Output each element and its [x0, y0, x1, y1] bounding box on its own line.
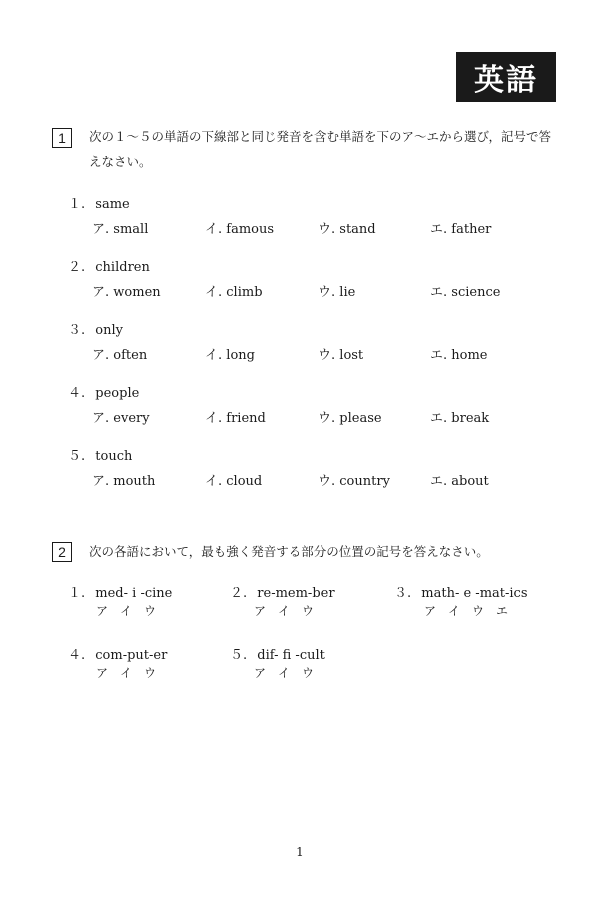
q1-item-1-option-b-mark: イ.: [205, 222, 223, 237]
q1-item-5-option-a-mark: ア.: [92, 474, 110, 489]
q2-item-1-kana: ア イ ウ: [96, 604, 157, 618]
q1-item-5-option-d-mark: エ.: [430, 474, 448, 489]
q1-item-3-option-a-mark: ア.: [92, 348, 110, 363]
q1-item-2-option-b-word: climb: [226, 285, 263, 300]
q1-item-2-option-c-mark: ウ.: [318, 285, 336, 300]
q1-item-2-option-b-mark: イ.: [205, 285, 223, 300]
q1-item-4-option-c-word: please: [339, 411, 382, 426]
question-2-instruction: 次の各語において，最も強く発音する部分の位置の記号を答えなさい。: [89, 544, 489, 559]
q2-item-5: [230, 644, 325, 663]
q1-item-4: [68, 382, 139, 401]
q1-item-4-option-d-mark: エ.: [430, 411, 448, 426]
q1-item-5: [68, 445, 132, 464]
q1-item-4-option-b-mark: イ.: [205, 411, 223, 426]
q2-item-5-label: ５.: [230, 648, 248, 663]
q1-item-5-option-a-word: mouth: [113, 474, 156, 489]
q1-item-3-option-c-word: lost: [339, 348, 364, 363]
q2-item-2-kana: ア イ ウ: [254, 604, 315, 618]
q1-item-4-option-a-word: every: [113, 411, 150, 426]
q2-item-5-word: dif- fi -cult: [257, 648, 325, 663]
q2-item-1-label: １.: [68, 586, 86, 601]
q1-item-1-option-a-word: small: [113, 222, 149, 237]
q1-item-1-option-a-mark: ア.: [92, 222, 110, 237]
q1-item-3-label: ３.: [68, 323, 86, 338]
question-1-instruction-line1: 次の１～５の単語の下線部と同じ発音を含む単語を下のア～エから選び，記号で答: [89, 129, 552, 144]
q2-item-2: [230, 582, 335, 601]
q1-item-4-word: people: [95, 386, 140, 401]
q2-item-4-word: com-put-er: [95, 648, 168, 663]
q2-item-4-label: ４.: [68, 648, 86, 663]
q1-item-1-option-d-mark: エ.: [430, 222, 448, 237]
q1-item-1: [68, 193, 130, 212]
q1-item-3-word: only: [95, 323, 123, 338]
q1-item-1-word: same: [95, 197, 130, 212]
q1-item-1-option-d-word: father: [451, 222, 492, 237]
subject-title: 英語: [456, 52, 556, 102]
question-1-number: 1: [52, 128, 72, 148]
q2-item-4-kana: ア イ ウ: [96, 666, 157, 680]
q2-item-5-kana: ア イ ウ: [254, 666, 315, 680]
q1-item-5-option-b-word: cloud: [226, 474, 263, 489]
q1-item-3-option-b-mark: イ.: [205, 348, 223, 363]
q1-item-2-option-a-mark: ア.: [92, 285, 110, 300]
q2-item-3: [394, 582, 528, 601]
q1-item-2-label: ２.: [68, 260, 86, 275]
q1-item-5-label: ５.: [68, 449, 86, 464]
q2-item-3-kana: ア イ ウ エ: [424, 604, 509, 618]
q1-item-2-option-a-word: women: [113, 285, 161, 300]
q1-item-4-option-b-word: friend: [226, 411, 266, 426]
q1-item-4-option-d-word: break: [451, 411, 490, 426]
q1-item-3-option-a-word: often: [113, 348, 148, 363]
question-1-instruction: [89, 124, 551, 174]
q1-item-1-label: １.: [68, 197, 86, 212]
q2-item-4: [68, 644, 167, 663]
q1-item-3-option-c-mark: ウ.: [318, 348, 336, 363]
q1-item-5-word: touch: [95, 449, 133, 464]
q1-item-2-word: children: [95, 260, 150, 275]
q1-item-1-option-c-mark: ウ.: [318, 222, 336, 237]
q1-item-5-option-b-mark: イ.: [205, 474, 223, 489]
q1-item-4-option-c-mark: ウ.: [318, 411, 336, 426]
q1-item-1-option-c-word: stand: [339, 222, 376, 237]
q1-item-2-option-d-word: science: [451, 285, 501, 300]
q2-item-2-word: re-mem-ber: [257, 586, 335, 601]
question-2-number: 2: [52, 542, 72, 562]
q1-item-3-option-b-word: long: [226, 348, 255, 363]
q1-item-5-option-c-word: country: [339, 474, 390, 489]
q1-item-2-option-d-mark: エ.: [430, 285, 448, 300]
q1-item-3: [68, 319, 123, 338]
q2-item-2-label: ２.: [230, 586, 248, 601]
q1-item-5-option-c-mark: ウ.: [318, 474, 336, 489]
q1-item-4-option-a-mark: ア.: [92, 411, 110, 426]
q1-item-2-option-c-word: lie: [339, 285, 356, 300]
page-number: 1: [296, 845, 304, 859]
question-1-instruction-line2: えなさい。: [89, 154, 152, 169]
q1-item-4-label: ４.: [68, 386, 86, 401]
q2-item-1: [68, 582, 172, 601]
q2-item-1-word: med- i -cine: [95, 586, 173, 601]
q1-item-3-option-d-word: home: [451, 348, 488, 363]
q1-item-2: [68, 256, 150, 275]
q1-item-1-option-b-word: famous: [226, 222, 275, 237]
q2-item-3-label: ３.: [394, 586, 412, 601]
q1-item-3-option-d-mark: エ.: [430, 348, 448, 363]
q2-item-3-word: math- e -mat-ics: [421, 586, 528, 601]
q1-item-5-option-d-word: about: [451, 474, 489, 489]
